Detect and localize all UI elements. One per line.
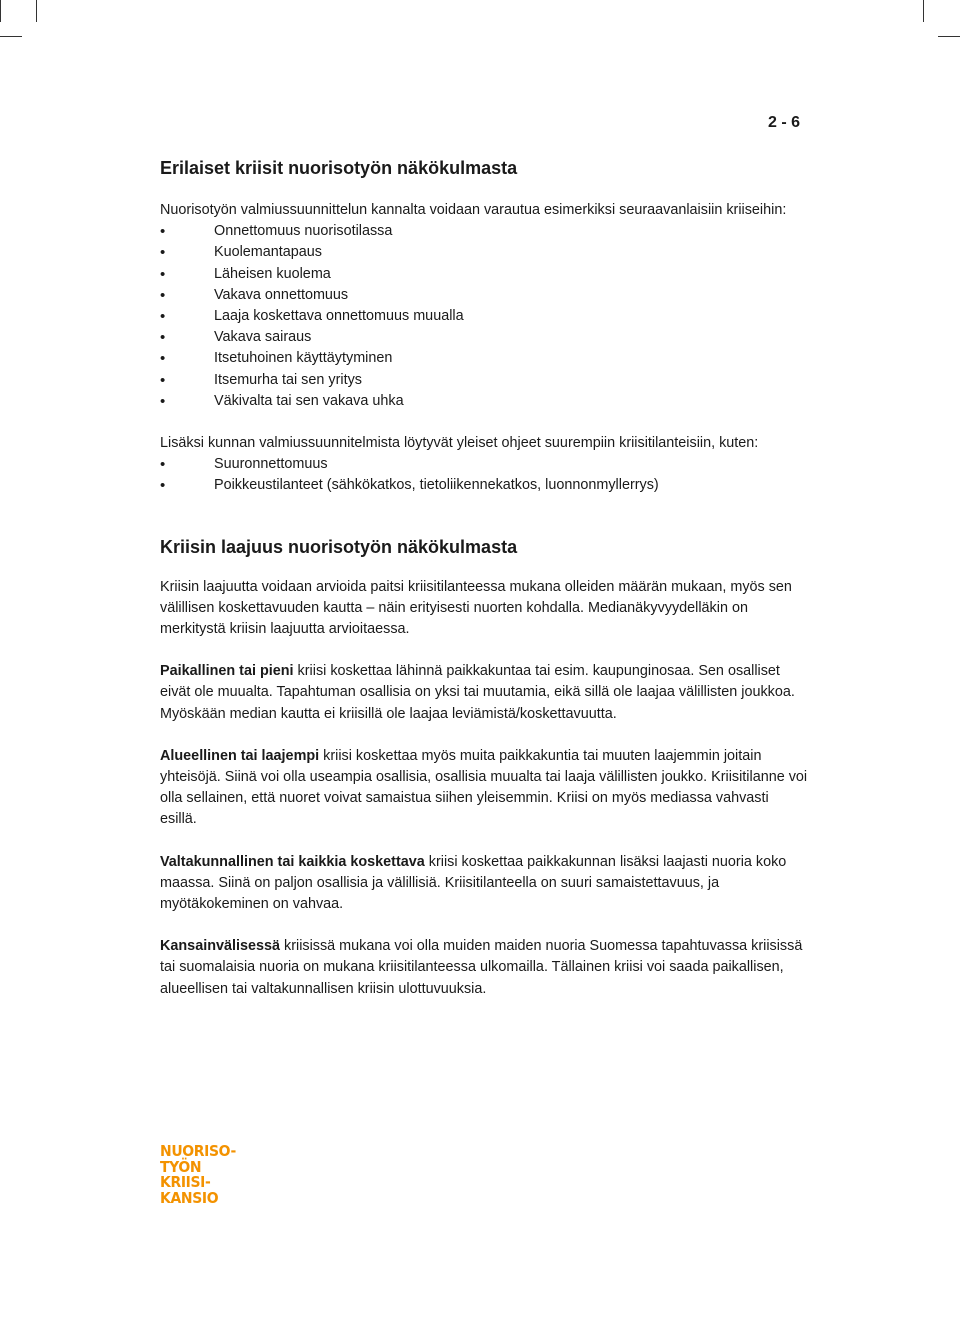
list-item: • Vakava sairaus — [160, 327, 808, 348]
list-item: • Väkivalta tai sen vakava uhka — [160, 391, 808, 412]
list-item: • Itsetuhoinen käyttäytyminen — [160, 348, 808, 369]
bold-term: Valtakunnallinen tai kaikkia koskettava — [160, 853, 425, 870]
section-title: Kriisin laajuus nuorisotyön näkökulmasta — [160, 536, 518, 557]
intro-paragraph: Nuorisotyön valmiussuunnittelun kannalta voidaan varautua esimerkiksi seuraavanlaisiin kriiseihin: — [160, 202, 787, 218]
section-title: Erilaiset kriisit nuorisotyön näkökulmasta — [160, 158, 518, 178]
page-number: 2 - 6 — [767, 114, 800, 131]
crop-mark — [0, 0, 1, 22]
crisis-list — [160, 221, 808, 412]
list-item: • Kuolemantapaus — [160, 242, 808, 263]
bold-term: Paikallinen tai pieni — [160, 663, 294, 680]
list-item: • Läheisen kuolema — [160, 264, 808, 285]
crop-mark — [923, 0, 924, 22]
document-body — [160, 156, 808, 1021]
crop-mark — [0, 36, 22, 37]
crop-mark — [36, 0, 37, 22]
paragraph: Valtakunnallinen tai kaikkia koskettava kriisi koskettaa paikkakunnan lisäksi laajasti nuoria koko maassa. Siinä on paljon osallisia ja välillisiä. Kriisitilanteella on suuri samaistettavuus, ja myötäkokeminen on vahvaa. — [160, 853, 787, 913]
list-item: • Vakava onnettomuus — [160, 285, 808, 306]
large-crisis-list — [160, 454, 808, 496]
paragraph: Paikallinen tai pieni kriisi koskettaa lähinnä paikkakuntaa tai esim. kaupunginosaa. Sen osalliset eivät ole muualta. Tapahtuman osallisia on yksi tai muutamia, eikä sillä ole laajaa välillisten joukkoa. Myöskään median kautta ei kriisillä ole laajaa leviämistä/koskettavuutta. — [160, 663, 795, 722]
logo-line: KRIISI- — [160, 1173, 211, 1191]
bold-term: Kansainvälisessä — [160, 938, 281, 955]
logo-line: TYÖN — [160, 1157, 202, 1176]
paragraph: Kansainvälisessä kriisissä mukana voi olla muiden maiden nuoria Suomessa tapahtuvassa kriisissä tai suomalaisia nuoria on mukana kriisitilanteessa ulkomailla. Tällainen kriisi voi saada paikallisen, alueellisen tai valtakunnallisen kriisin ulottuvuuksia. — [160, 938, 803, 997]
intro-paragraph: Lisäksi kunnan valmiussuunnitelmista löytyvät yleiset ohjeet suurempiin kriisitilanteisiin, kuten: — [160, 435, 759, 452]
paragraph: Kriisin laajuutta voidaan arvioida paitsi kriisitilanteessa mukana olleiden määrän mukaan, myös sen välillisen koskettavuuden kautta – näin erityisesti nuorten kohdalla. Medianäkyvyydelläkin on merkitystä kriisin laajuutta arvioitaessa. — [160, 578, 792, 638]
logo-line: KANSIO — [160, 1188, 219, 1207]
logo — [160, 1144, 236, 1206]
list-item: • Poikkeustilanteet (sähkökatkos, tietoliikennekatkos, luonnonmyllerrys) — [160, 475, 808, 496]
logo-line: NUORISO- — [160, 1142, 236, 1160]
list-item: • Itsemurha tai sen yritys — [160, 370, 808, 391]
list-item: • Suuronnettomuus — [160, 454, 808, 475]
bold-term: Alueellinen tai laajempi — [160, 747, 320, 764]
list-item: • Onnettomuus nuorisotilassa — [160, 221, 808, 242]
paragraph: Alueellinen tai laajempi kriisi koskettaa myös muita paikkakuntia tai muuten laajemmin joitain yhteisöjä. Siinä voi olla useampia osallisia, osallisia muualta tai laaja välillisten joukko. Kriisitilanne voi olla sellainen, että nuoret voivat samaistua siihen yleisemmin. Kriisi on myös mediassa vahvasti esillä. — [160, 747, 808, 828]
list-item: • Laaja koskettava onnettomuus muualla — [160, 306, 808, 327]
crop-mark — [938, 36, 960, 37]
